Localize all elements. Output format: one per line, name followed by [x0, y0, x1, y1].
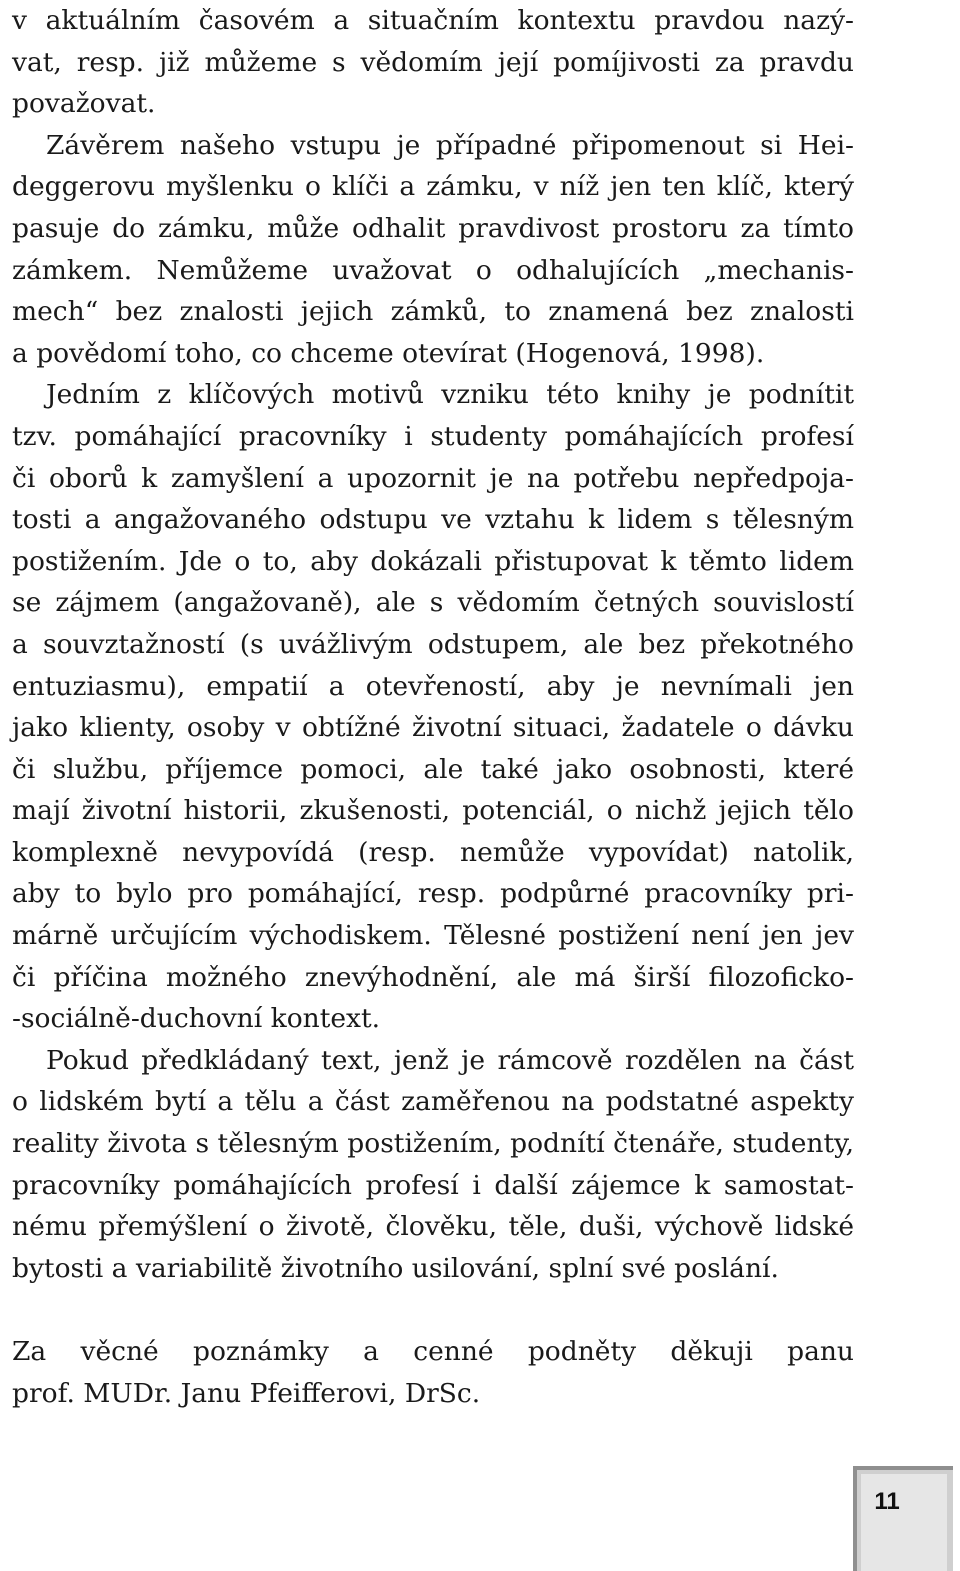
text-line: aby to bylo pro pomáhající, resp. podpůrné pracovníky pri-	[12, 878, 854, 910]
text-line: či službu, příjemce pomoci, ale také jako osobnosti, které	[12, 753, 854, 785]
text-line: márně určujícím východiskem. Tělesné postižení není jen jev	[12, 920, 854, 952]
text-line: reality života s tělesným postižením, podnítí čtenáře, studenty,	[12, 1128, 854, 1160]
page-number-box	[853, 1466, 953, 1571]
text-line: nému přemýšlení o životě, člověku, těle, duši, výchově lidské	[12, 1211, 854, 1243]
text-line: prof. MUDr. Janu Pfeifferovi, DrSc.	[12, 1378, 481, 1409]
text-line: Jedním z klíčových motivů vzniku této knihy je podnítit	[46, 379, 854, 411]
text-line: tzv. pomáhající pracovníky i studenty pomáhajících profesí	[12, 420, 854, 452]
text-line: postižením. Jde o to, aby dokázali přistupovat k těmto lidem	[12, 545, 854, 577]
text-line: se zájmem (angažovaně), ale s vědomím četných souvislostí	[12, 587, 854, 619]
paragraph-2	[12, 125, 854, 375]
paragraph-1	[12, 0, 854, 125]
paragraph-4	[12, 1040, 854, 1290]
page-number: 11	[874, 1488, 900, 1515]
text-line: tosti a angažovaného odstupu ve vztahu k lidem s tělesným	[12, 504, 854, 536]
text-line: považovat.	[12, 88, 156, 120]
text-line: či příčina možného znevýhodnění, ale má širší filozoficko-	[12, 961, 854, 993]
text-line: v aktuálním časovém a situačním kontextu pravdou nazý-	[12, 5, 854, 36]
text-line: jako klienty, osoby v obtížné životní situaci, žadatele o dávku	[12, 712, 854, 744]
text-line: zámkem. Nemůžeme uvažovat o odhalujících „mechanis-	[12, 254, 854, 286]
text-line: o lidském bytí a tělu a část zaměřenou na podstatné aspekty	[12, 1086, 854, 1118]
text-line: Pokud předkládaný text, jenž je rámcově rozdělen na část	[46, 1044, 854, 1076]
page-number-panel	[861, 1474, 947, 1571]
text-line: pracovníky pomáhajících profesí i další zájemce k samostat-	[12, 1169, 854, 1201]
text-line: Závěrem našeho vstupu je případné připomenout si Hei-	[46, 129, 854, 161]
text-line: deggerovu myšlenku o klíči a zámku, v níž jen ten klíč, který	[12, 171, 854, 203]
acknowledgement	[12, 1331, 854, 1414]
text-line: bytosti a variabilitě životního usilování, splní své poslání.	[12, 1252, 779, 1284]
text-line: či oborů k zamyšlení a upozornit je na potřebu nepředpoja-	[12, 462, 854, 494]
text-line: a souvztažností (s uvážlivým odstupem, ale bez překotného	[12, 628, 854, 660]
text-line: a povědomí toho, co chceme otevírat (Hogenová, 1998).	[12, 337, 765, 369]
text-line: mech“ bez znalosti jejich zámků, to znamená bez znalosti	[12, 296, 854, 328]
text-line: vat, resp. již můžeme s vědomím její pomíjivosti za pravdu	[12, 46, 854, 78]
text-line: entuziasmu), empatií a otevřeností, aby je nevnímali jen	[12, 670, 854, 702]
page-body	[12, 0, 854, 1415]
text-line: mají životní historii, zkušenosti, potenciál, o nichž jejich tělo	[12, 795, 854, 827]
text-line: Za věcné poznámky a cenné podněty děkuji panu	[12, 1336, 854, 1368]
paragraph-3	[12, 374, 854, 1040]
text-line: pasuje do zámku, může odhalit pravdivost prostoru za tímto	[12, 212, 854, 244]
text-line: -sociálně-duchovní kontext.	[12, 1003, 381, 1035]
text-line: komplexně nevypovídá (resp. nemůže vypovídat) natolik,	[12, 836, 854, 868]
